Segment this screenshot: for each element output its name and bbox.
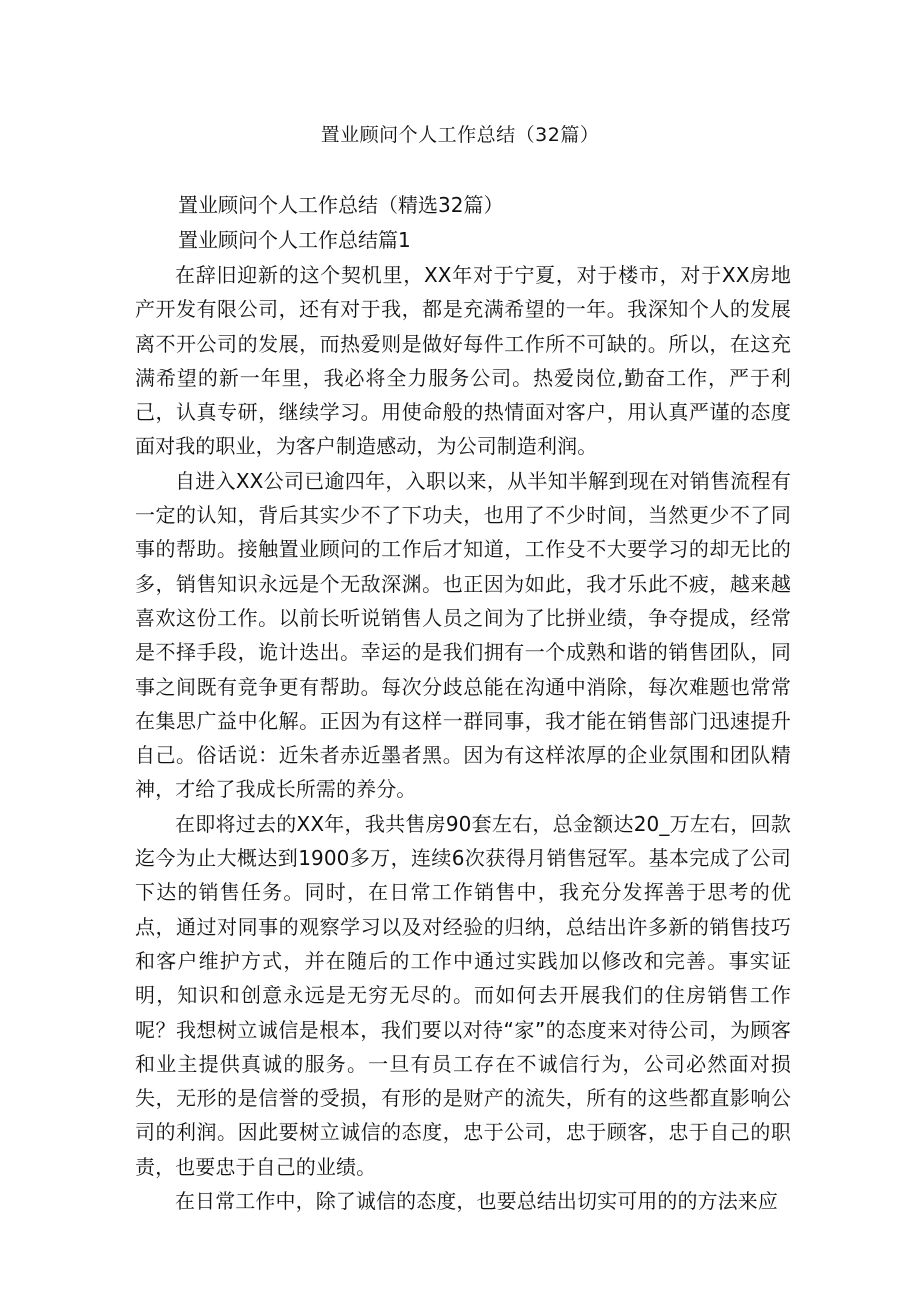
paragraph: 在即将过去的XX年，我共售房90套左右，总金额达20_万左右，回款迄今为止大概达到1900多万，连续6次获得月销售冠军。基本完成了公司下达的销售任务。同时，在日常工作销售中，我充分发挥善于思考的优点，通过对同事的观察学习以及对经验的归纳，总结出许多新的销售技巧和客户维护方式，并在随后的工作中通过实践加以修改和完善。事实证明，知识和创意永远是无穷无尽的。而如何去开展我们的住房销售工作呢？我想树立诚信是根本，我们要以对待“家”的态度来对待公司，为顾客和业主提供真诚的服务。一旦有员工存在不诚信行为，公司必然面对损失，无形的是信誉的受损，有形的是财产的流失，所有的这些都直影响公司的利润。因此要树立诚信的态度，忠于公司，忠于顾客，忠于自己的职责，也要忠于自己的业绩。 [135, 811, 791, 1179]
body-text [135, 258, 791, 1218]
paragraph: 在辞旧迎新的这个契机里，XX年对于宁夏，对于楼市，对于XX房地产开发有限公司，还有对于我，都是充满希望的一年。我深知个人的发展离不开公司的发展，而热爱则是做好每件工作所不可缺的。所以，在这充满希望的新一年里，我必将全力服务公司。热爱岗位,勤奋工作，严于利己，认真专研，继续学习。用使命般的热情面对客户，用认真严谨的态度面对我的职业，为客户制造感动，为公司制造利润。 [135, 263, 791, 459]
paragraph: 在日常工作中，除了诚信的态度，也要总结出切实可用的的方法来应 [175, 1189, 778, 1214]
document-subtitle: 置业顾问个人工作总结（精选32篇） [178, 193, 504, 217]
document-title: 置业顾问个人工作总结（32篇） [320, 124, 600, 146]
section-heading: 置业顾问个人工作总结篇1 [178, 228, 411, 252]
paragraph: 自进入XX公司已逾四年，入职以来，从半知半解到现在对销售流程有一定的认知，背后其实少不了下功夫，也用了不少时间，当然更少不了同事的帮助。接触置业顾问的工作后才知道，工作殳不大要学习的却无比的多，销售知识永远是个无敌深渊。也正因为如此，我才乐此不疲，越来越喜欢这份工作。以前长听说销售人员之间为了比拼业绩，争夺提成，经常是不择手段，诡计迭出。幸运的是我们拥有一个成熟和谐的销售团队，同事之间既有竞争更有帮助。每次分歧总能在沟通中消除，每次难题也常常在集思广益中化解。正因为有这样一群同事，我才能在销售部门迅速提升自己。俗话说：近朱者赤近墨者黑。因为有这样浓厚的企业氛围和团队精神，才给了我成长所需的养分。 [135, 468, 791, 802]
